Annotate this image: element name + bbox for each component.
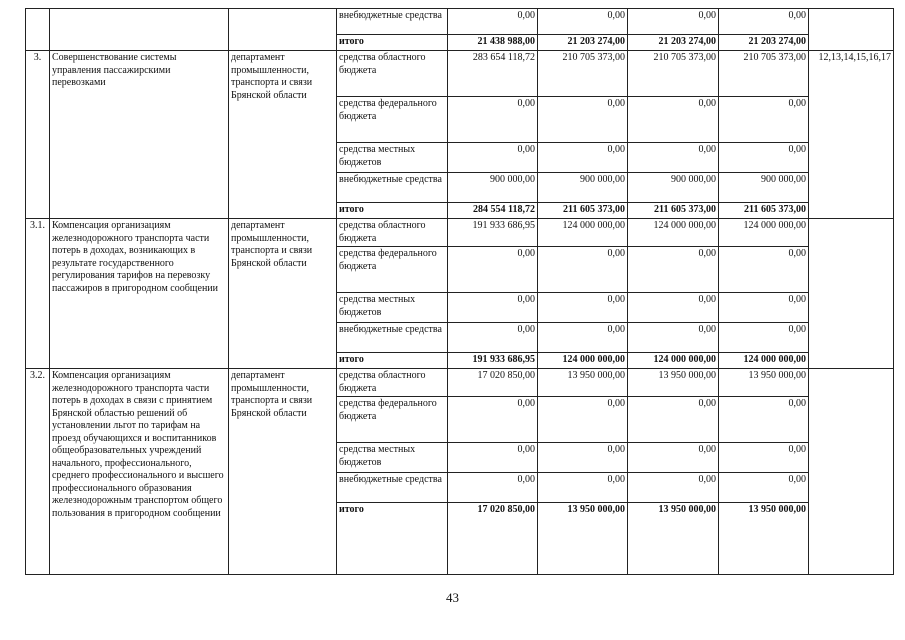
budget-table [25, 8, 894, 575]
indicator-refs: 12,13,14,15,16,17 [809, 51, 894, 219]
page-number: 43 [446, 590, 459, 605]
amount-year-3: 0,00 [628, 473, 719, 503]
amount-year-2: 0,00 [538, 143, 628, 173]
amount-year-1: 283 654 118,72 [448, 51, 538, 97]
amount-year-2: 0,00 [538, 97, 628, 143]
table-body [26, 9, 894, 575]
amount-year-1: 191 933 686,95 [448, 353, 538, 369]
amount-year-1: 0,00 [448, 323, 538, 353]
amount-year-4: 0,00 [719, 293, 809, 323]
amount-year-1: 0,00 [448, 473, 538, 503]
item-title: Компенсация организациям железнодорожного транспорта части потерь в доходах в связи с принятием Брянской областью решений об установлении льгот по тарифам на проезд обучающихся и воспитанников общеобразовательных учреждений начального, профессионального, среднего профессионального и высшего профессионального образования железнодорожным транспортом общего пользования в пригородном сообщении [50, 369, 229, 575]
amount-year-2: 0,00 [538, 323, 628, 353]
amount-year-3: 0,00 [628, 397, 719, 443]
amount-year-3: 0,00 [628, 97, 719, 143]
table-row [26, 219, 894, 247]
funding-source: внебюджетные средства [337, 473, 448, 503]
amount-year-1: 0,00 [448, 443, 538, 473]
funding-source: средства федерального бюджета [337, 397, 448, 443]
funding-source: средства федерального бюджета [337, 247, 448, 293]
amount-year-1: 0,00 [448, 293, 538, 323]
amount-year-2: 13 950 000,00 [538, 369, 628, 397]
amount-year-4: 0,00 [719, 443, 809, 473]
amount-year-1: 0,00 [448, 143, 538, 173]
item-executor: департамент промышленности, транспорта и связи Брянской области [229, 369, 337, 575]
funding-source: внебюджетные средства [337, 9, 448, 35]
funding-source: средства областного бюджета [337, 219, 448, 247]
amount-year-1: 191 933 686,95 [448, 219, 538, 247]
table-row [26, 9, 894, 35]
amount-year-2: 13 950 000,00 [538, 503, 628, 575]
item-title: Совершенствование системы управления пассажирскими перевозками [50, 51, 229, 219]
amount-year-4: 21 203 274,00 [719, 35, 809, 51]
amount-year-3: 211 605 373,00 [628, 203, 719, 219]
table-row [26, 369, 894, 397]
amount-year-2: 0,00 [538, 247, 628, 293]
amount-year-4: 124 000 000,00 [719, 353, 809, 369]
item-title: Компенсация организациям железнодорожного транспорта части потерь в доходах, возникающих в результате государственного регулирования тарифов на перевозку пассажиров в пригородном сообщении [50, 219, 229, 369]
funding-source: средства областного бюджета [337, 51, 448, 97]
indicator-refs [809, 369, 894, 575]
amount-year-2: 0,00 [538, 397, 628, 443]
amount-year-4: 124 000 000,00 [719, 219, 809, 247]
amount-year-4: 0,00 [719, 9, 809, 35]
amount-year-1: 0,00 [448, 397, 538, 443]
amount-year-3: 900 000,00 [628, 173, 719, 203]
amount-year-3: 13 950 000,00 [628, 369, 719, 397]
amount-year-3: 210 705 373,00 [628, 51, 719, 97]
table-row [26, 51, 894, 97]
funding-source: итого [337, 35, 448, 51]
amount-year-1: 0,00 [448, 9, 538, 35]
amount-year-3: 21 203 274,00 [628, 35, 719, 51]
amount-year-4: 0,00 [719, 247, 809, 293]
amount-year-4: 211 605 373,00 [719, 203, 809, 219]
amount-year-4: 0,00 [719, 473, 809, 503]
amount-year-3: 0,00 [628, 293, 719, 323]
amount-year-4: 900 000,00 [719, 173, 809, 203]
item-executor [229, 9, 337, 51]
amount-year-3: 0,00 [628, 443, 719, 473]
amount-year-2: 124 000 000,00 [538, 353, 628, 369]
funding-source: средства местных бюджетов [337, 143, 448, 173]
amount-year-4: 0,00 [719, 323, 809, 353]
indicator-refs [809, 219, 894, 369]
amount-year-3: 124 000 000,00 [628, 219, 719, 247]
funding-source: итого [337, 353, 448, 369]
amount-year-1: 284 554 118,72 [448, 203, 538, 219]
funding-source: средства областного бюджета [337, 369, 448, 397]
item-executor: департамент промышленности, транспорта и связи Брянской области [229, 51, 337, 219]
item-number [26, 9, 50, 51]
item-executor: департамент промышленности, транспорта и связи Брянской области [229, 219, 337, 369]
amount-year-2: 21 203 274,00 [538, 35, 628, 51]
amount-year-3: 0,00 [628, 247, 719, 293]
amount-year-3: 13 950 000,00 [628, 503, 719, 575]
amount-year-1: 17 020 850,00 [448, 503, 538, 575]
funding-source: итого [337, 503, 448, 575]
amount-year-4: 210 705 373,00 [719, 51, 809, 97]
amount-year-2: 210 705 373,00 [538, 51, 628, 97]
amount-year-2: 0,00 [538, 293, 628, 323]
amount-year-4: 0,00 [719, 397, 809, 443]
amount-year-2: 0,00 [538, 473, 628, 503]
item-title [50, 9, 229, 51]
item-number: 3. [26, 51, 50, 219]
amount-year-1: 0,00 [448, 97, 538, 143]
funding-source: внебюджетные средства [337, 323, 448, 353]
amount-year-1: 0,00 [448, 247, 538, 293]
funding-source: средства местных бюджетов [337, 293, 448, 323]
amount-year-4: 13 950 000,00 [719, 503, 809, 575]
amount-year-4: 0,00 [719, 143, 809, 173]
funding-source: итого [337, 203, 448, 219]
funding-source: средства федерального бюджета [337, 97, 448, 143]
amount-year-2: 900 000,00 [538, 173, 628, 203]
amount-year-4: 0,00 [719, 97, 809, 143]
item-number: 3.2. [26, 369, 50, 575]
amount-year-1: 900 000,00 [448, 173, 538, 203]
amount-year-3: 0,00 [628, 9, 719, 35]
amount-year-1: 21 438 988,00 [448, 35, 538, 51]
funding-source: средства местных бюджетов [337, 443, 448, 473]
item-number: 3.1. [26, 219, 50, 369]
amount-year-3: 0,00 [628, 323, 719, 353]
amount-year-1: 17 020 850,00 [448, 369, 538, 397]
amount-year-3: 0,00 [628, 143, 719, 173]
indicator-refs [809, 9, 894, 51]
amount-year-2: 124 000 000,00 [538, 219, 628, 247]
amount-year-4: 13 950 000,00 [719, 369, 809, 397]
amount-year-2: 0,00 [538, 443, 628, 473]
amount-year-2: 0,00 [538, 9, 628, 35]
funding-source: внебюджетные средства [337, 173, 448, 203]
amount-year-2: 211 605 373,00 [538, 203, 628, 219]
amount-year-3: 124 000 000,00 [628, 353, 719, 369]
